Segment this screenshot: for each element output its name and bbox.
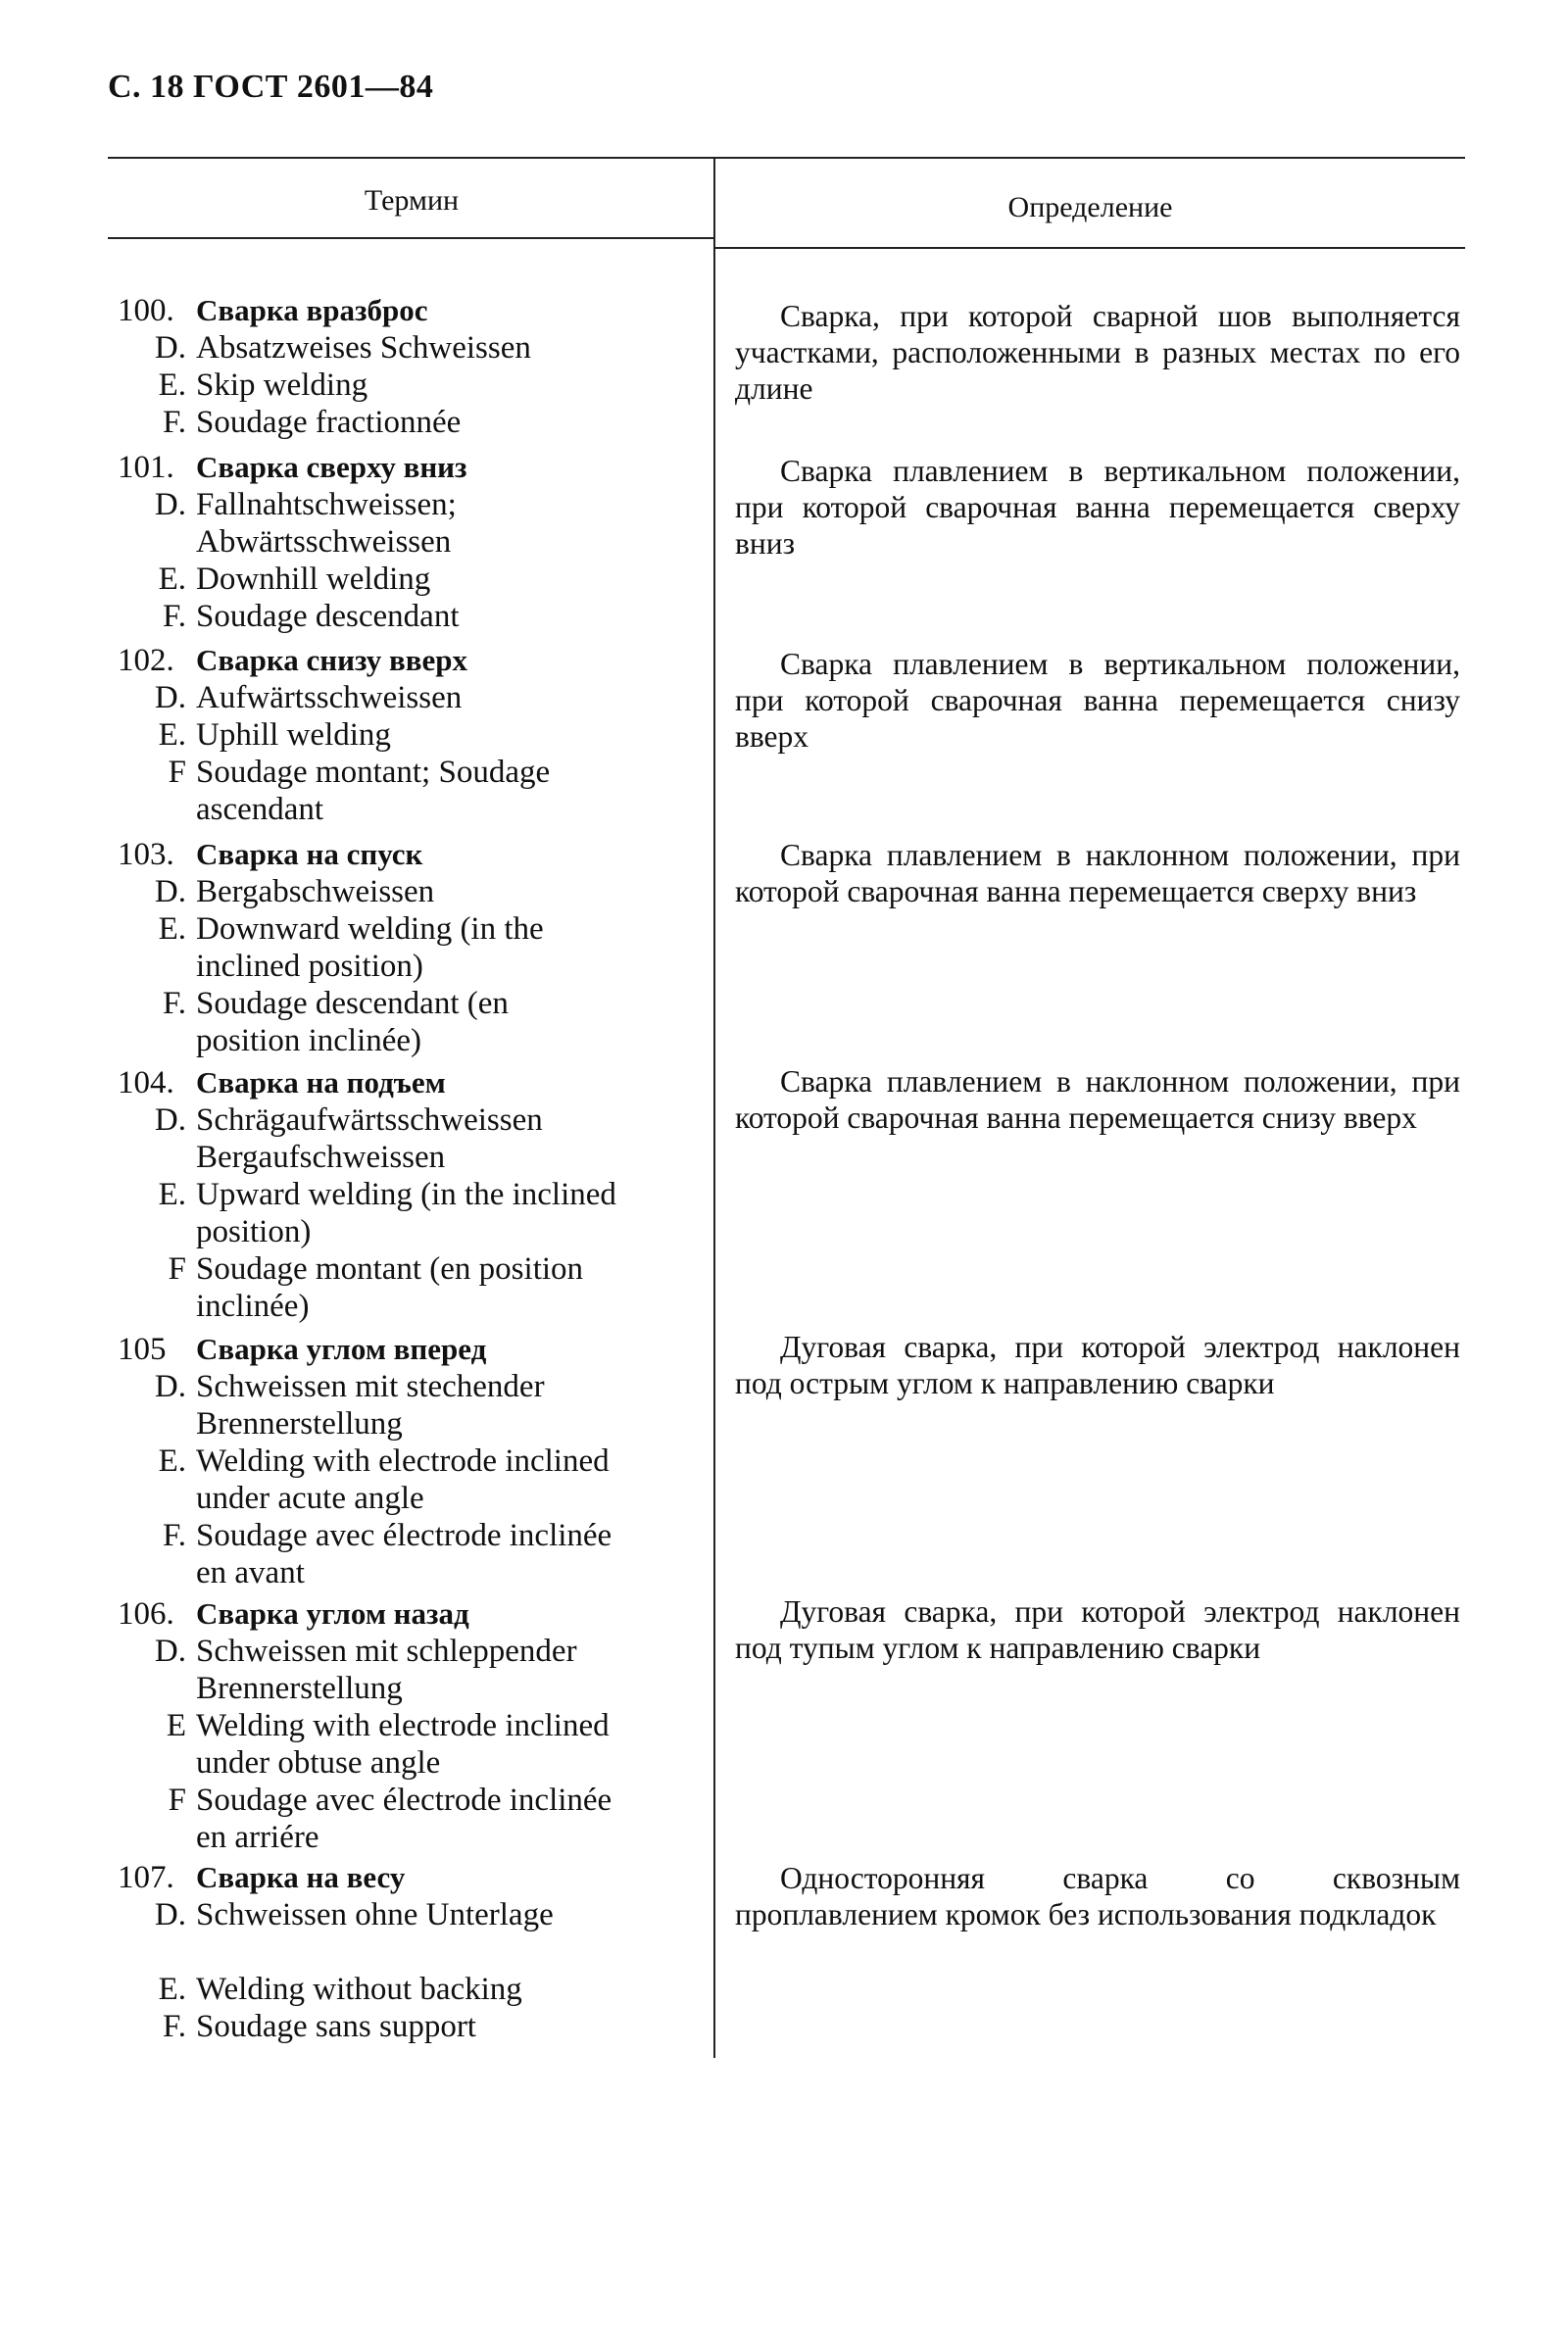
language-code: F xyxy=(168,1783,186,1818)
term-definition: Сварка, при которой сварной шов выполняется участками, расположенными в разных местах по его длине xyxy=(735,299,1460,406)
term-entry xyxy=(118,642,686,828)
language-code: E. xyxy=(158,911,186,947)
term-translation xyxy=(118,598,686,635)
term-russian: Сварка снизу вверх xyxy=(196,643,468,677)
term-entry xyxy=(118,1595,686,1856)
translation-text: Downhill welding xyxy=(196,562,431,597)
term-translation xyxy=(118,486,686,561)
translation-text: Soudage descendant xyxy=(196,599,460,634)
language-code: E. xyxy=(158,367,186,403)
language-code: F. xyxy=(163,986,186,1021)
term-translation xyxy=(118,1517,686,1591)
term-translation xyxy=(118,1368,686,1442)
term-number: 107. xyxy=(118,1860,174,1895)
term-definition: Дуговая сварка, при которой электрод наклонен под тупым углом к направлению сварки xyxy=(735,1594,1460,1665)
term-russian: Сварка сверху вниз xyxy=(196,450,467,484)
term-heading xyxy=(118,1595,686,1633)
language-code: F. xyxy=(163,599,186,634)
language-code: F. xyxy=(163,2009,186,2044)
translation-text: Aufwärtsschweissen xyxy=(196,680,463,715)
language-code: D. xyxy=(154,487,186,522)
term-entry xyxy=(118,1064,686,1325)
translation-text: Absatzweises Schweissen xyxy=(196,330,531,366)
term-translation xyxy=(118,404,686,441)
language-code: D. xyxy=(154,1369,186,1404)
term-russian: Сварка углом вперед xyxy=(196,1332,487,1366)
term-russian: Сварка на весу xyxy=(196,1860,406,1894)
term-heading xyxy=(118,292,686,329)
term-entry xyxy=(118,1859,686,2045)
translation-text: Upward welding (in the inclined position) xyxy=(196,1177,616,1249)
translation-text: Schweissen ohne Unterlage xyxy=(196,1897,554,1932)
term-russian: Сварка на спуск xyxy=(196,837,423,871)
term-heading xyxy=(118,1064,686,1101)
term-entry xyxy=(118,1331,686,1591)
column-header-term: Термин xyxy=(364,184,460,217)
column-header-definition: Определение xyxy=(1007,191,1173,223)
term-number: 101. xyxy=(118,450,174,485)
language-code: E xyxy=(166,1708,186,1743)
term-translation xyxy=(118,1250,686,1325)
translation-text: Soudage descendant (en position inclinée) xyxy=(196,986,509,1058)
term-definition: Сварка плавлением в наклонном положении, при которой сварочная ванна перемещается снизу вверх xyxy=(735,1064,1460,1135)
term-number: 106. xyxy=(118,1596,174,1632)
term-definition: Сварка плавлением в наклонном положении, при которой сварочная ванна перемещается сверху вниз xyxy=(735,838,1460,908)
term-heading xyxy=(118,1859,686,1896)
translation-text: Soudage avec électrode inclinée en avant xyxy=(196,1518,612,1590)
term-translation xyxy=(118,1707,686,1782)
term-number: 102. xyxy=(118,643,174,678)
term-definition: Дуговая сварка, при которой электрод наклонен под острым углом к направлению сварки xyxy=(735,1330,1460,1400)
term-translation xyxy=(118,910,686,985)
translation-text: Downward welding (in the inclined position) xyxy=(196,911,544,984)
term-russian: Сварка вразброс xyxy=(196,293,428,327)
term-heading xyxy=(118,1331,686,1368)
term-translation xyxy=(118,679,686,716)
term-entry xyxy=(118,449,686,635)
language-code: E. xyxy=(158,1443,186,1479)
term-definition: Сварка плавлением в вертикальном положении, при которой сварочная ванна перемещается сверху вниз xyxy=(735,454,1460,561)
term-russian: Сварка на подъем xyxy=(196,1065,446,1100)
term-translation xyxy=(118,1101,686,1176)
translation-text: Soudage montant (en position inclinée) xyxy=(196,1251,584,1324)
translation-text: Uphill welding xyxy=(196,717,391,753)
term-translation xyxy=(118,1442,686,1517)
translation-text: Welding with electrode inclined under acute angle xyxy=(196,1443,610,1516)
language-code: D. xyxy=(154,1102,186,1138)
language-code: D. xyxy=(154,680,186,715)
term-heading xyxy=(118,642,686,679)
translation-text: Soudage sans support xyxy=(196,2009,476,2044)
language-code: E. xyxy=(158,1177,186,1212)
term-entry xyxy=(118,836,686,1059)
translation-text: Soudage fractionnée xyxy=(196,405,462,440)
translation-text: Fallnahtschweissen; Abwärtsschweissen xyxy=(196,487,457,560)
column-divider xyxy=(713,157,715,2058)
term-number: 104. xyxy=(118,1065,174,1100)
language-code: E. xyxy=(158,717,186,753)
language-code: D. xyxy=(154,874,186,909)
language-code: E. xyxy=(158,1972,186,2007)
term-translation xyxy=(118,329,686,367)
term-translation xyxy=(118,1971,686,2008)
translation-text: Soudage avec électrode inclinée en arriére xyxy=(196,1783,612,1855)
translation-text: Soudage montant; Soudage ascendant xyxy=(196,755,551,827)
term-number: 103. xyxy=(118,837,174,872)
translation-text: Welding without backing xyxy=(196,1972,522,2007)
page-header: С. 18 ГОСТ 2601—84 xyxy=(108,69,434,105)
term-definition: Односторонняя сварка со сквозным проплавлением кромок без использования подкладок xyxy=(735,1861,1460,1931)
term-translation xyxy=(118,367,686,404)
language-code: F. xyxy=(163,1518,186,1553)
language-code: E. xyxy=(158,562,186,597)
translation-text: Schweissen mit stechender Brennerstellung xyxy=(196,1369,545,1442)
translation-text: Schweissen mit schleppender Brennerstellung xyxy=(196,1634,577,1706)
term-entry xyxy=(118,292,686,441)
translation-text: Welding with electrode inclined under obtuse angle xyxy=(196,1708,610,1781)
term-translation xyxy=(118,1782,686,1856)
language-code: F xyxy=(168,1251,186,1287)
language-code: D. xyxy=(154,1897,186,1932)
term-translation xyxy=(118,1633,686,1707)
language-code: F xyxy=(168,755,186,790)
translation-text: Bergabschweissen xyxy=(196,874,435,909)
language-code: D. xyxy=(154,1634,186,1669)
term-header-rule xyxy=(108,237,715,239)
term-translation xyxy=(118,754,686,828)
term-translation xyxy=(118,716,686,754)
term-heading xyxy=(118,836,686,873)
translation-text: Skip welding xyxy=(196,367,368,403)
term-translation xyxy=(118,1896,686,1971)
term-number: 100. xyxy=(118,293,174,328)
translation-text: Schrägaufwärtsschweissen Bergaufschweissen xyxy=(196,1102,543,1175)
language-code: F. xyxy=(163,405,186,440)
term-translation xyxy=(118,2008,686,2045)
term-number: 105 xyxy=(118,1332,167,1367)
term-translation xyxy=(118,985,686,1059)
term-translation xyxy=(118,561,686,598)
term-heading xyxy=(118,449,686,486)
table-top-rule xyxy=(108,157,1465,159)
term-russian: Сварка углом назад xyxy=(196,1596,469,1631)
definition-header-rule xyxy=(715,247,1465,249)
term-translation xyxy=(118,873,686,910)
term-definition: Сварка плавлением в вертикальном положении, при которой сварочная ванна перемещается снизу вверх xyxy=(735,647,1460,754)
language-code: D. xyxy=(154,330,186,366)
term-translation xyxy=(118,1176,686,1250)
